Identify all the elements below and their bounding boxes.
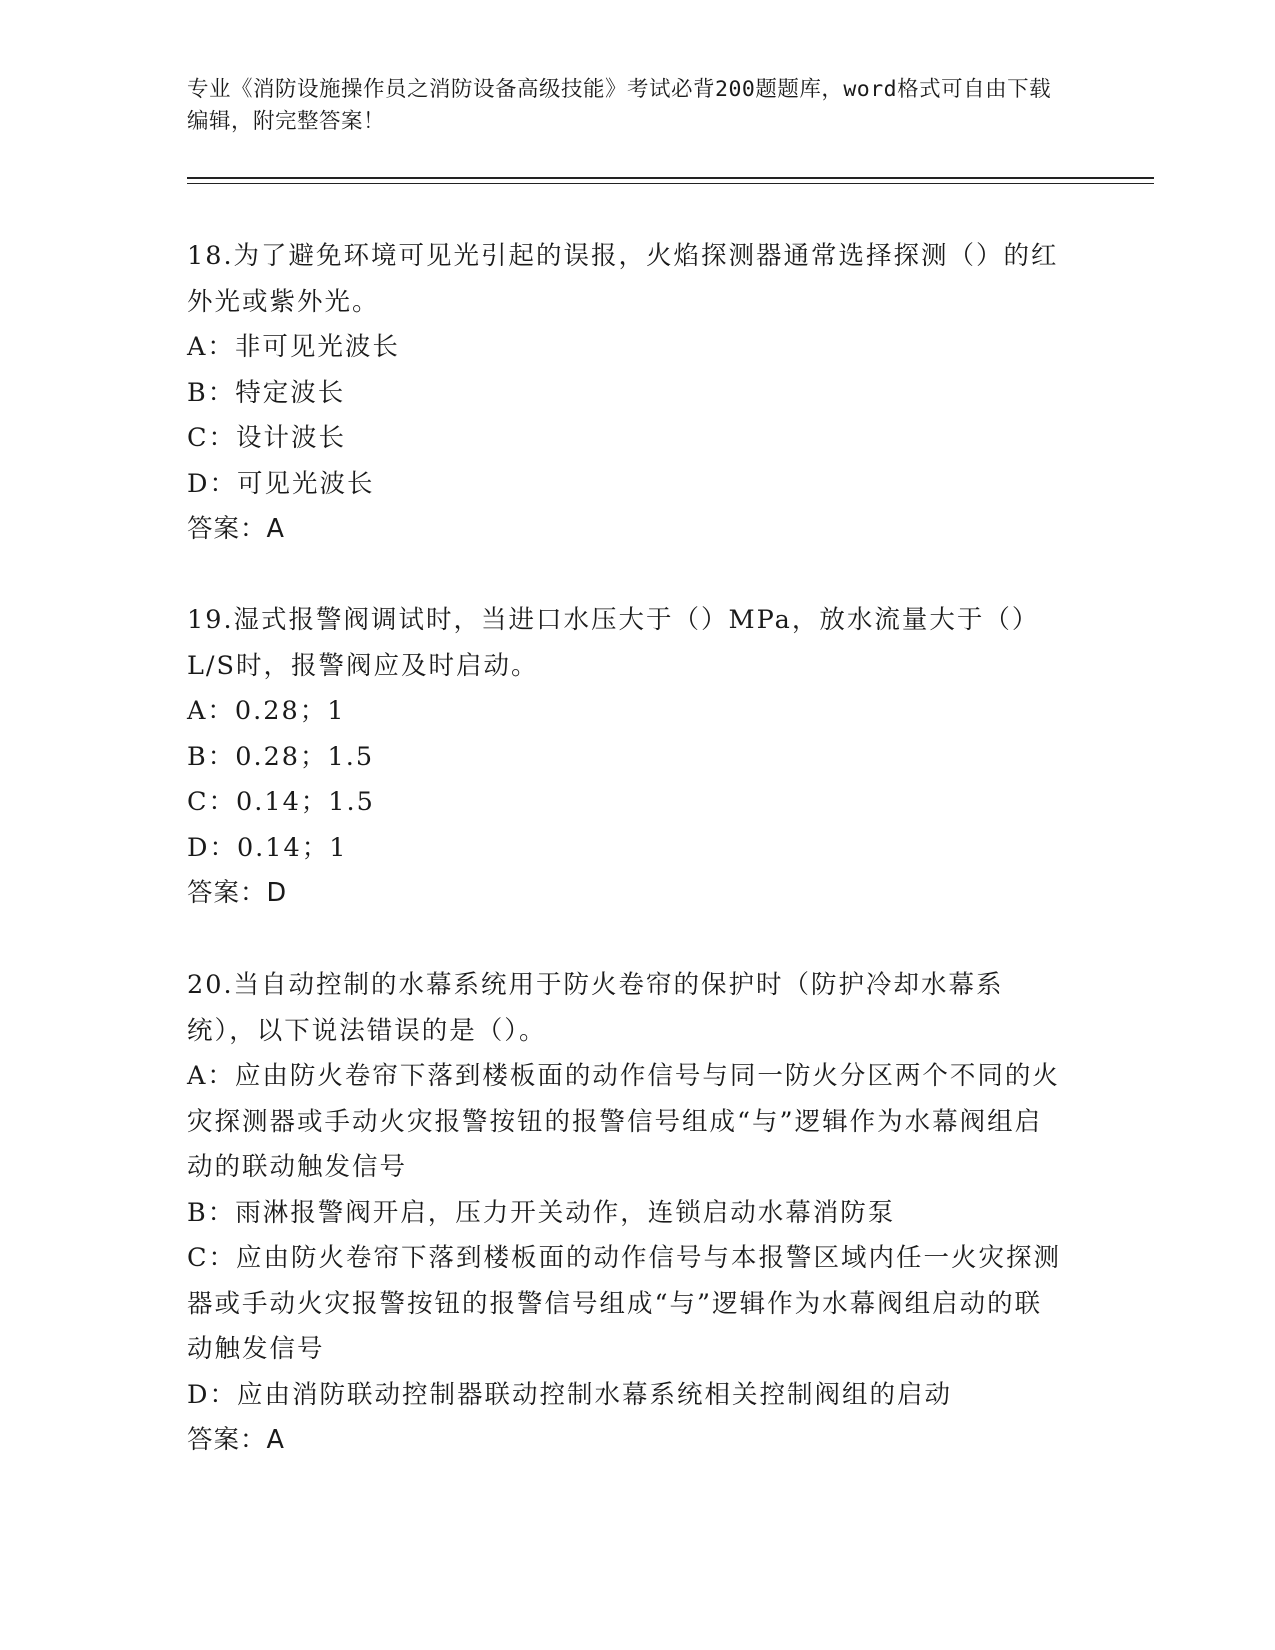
header-divider-thin <box>187 183 1154 184</box>
question-20 <box>187 963 1067 1464</box>
option-a: A：0.28；1 <box>187 696 346 726</box>
answer-line: 答案：D <box>187 878 288 908</box>
question-stem: 19.湿式报警阀调试时，当进口水压大于（）MPa，放水流量大于（）L/S时，报警阀应及时启动。 <box>187 605 1040 681</box>
option-a: A：应由防火卷帘下落到楼板面的动作信号与同一防火分区两个不同的火灾探测器或手动火灾报警按钮的报警信号组成“与”逻辑作为水幕阀组启动的联动触发信号 <box>187 1061 1060 1182</box>
option-c: C：设计波长 <box>187 423 347 453</box>
answer-line: 答案：A <box>187 1425 285 1455</box>
document-header: 专业《消防设施操作员之消防设备高级技能》考试必背200题题库，word格式可自由下载编辑，附完整答案！ <box>187 77 1052 134</box>
option-b: B：特定波长 <box>187 377 346 408</box>
question-19 <box>187 598 1067 917</box>
option-c: C：应由防火卷帘下落到楼板面的动作信号与本报警区域内任一火灾探测器或手动火灾报警按钮的报警信号组成“与”逻辑作为水幕阀组启动的联动触发信号 <box>187 1243 1062 1364</box>
option-d: D：应由消防联动控制器联动控制水幕系统相关控制阀组的启动 <box>187 1379 952 1410</box>
option-d: D：0.14；1 <box>187 832 348 863</box>
option-a: A：非可见光波长 <box>187 332 400 362</box>
option-c: C：0.14；1.5 <box>187 787 375 817</box>
question-18 <box>187 234 1067 553</box>
option-b: B：雨淋报警阀开启，压力开关动作，连锁启动水幕消防泵 <box>187 1197 896 1228</box>
option-b: B：0.28；1.5 <box>187 741 375 772</box>
question-stem: 20.当自动控制的水幕系统用于防火卷帘的保护时（防护冷却水幕系统），以下说法错误的是（）。 <box>187 970 1004 1046</box>
option-d: D：可见光波长 <box>187 468 375 499</box>
answer-line: 答案：A <box>187 514 285 544</box>
question-stem: 18.为了避免环境可见光引起的误报，火焰探测器通常选择探测（）的红外光或紫外光。 <box>187 241 1059 317</box>
header-divider-thick <box>187 177 1154 179</box>
